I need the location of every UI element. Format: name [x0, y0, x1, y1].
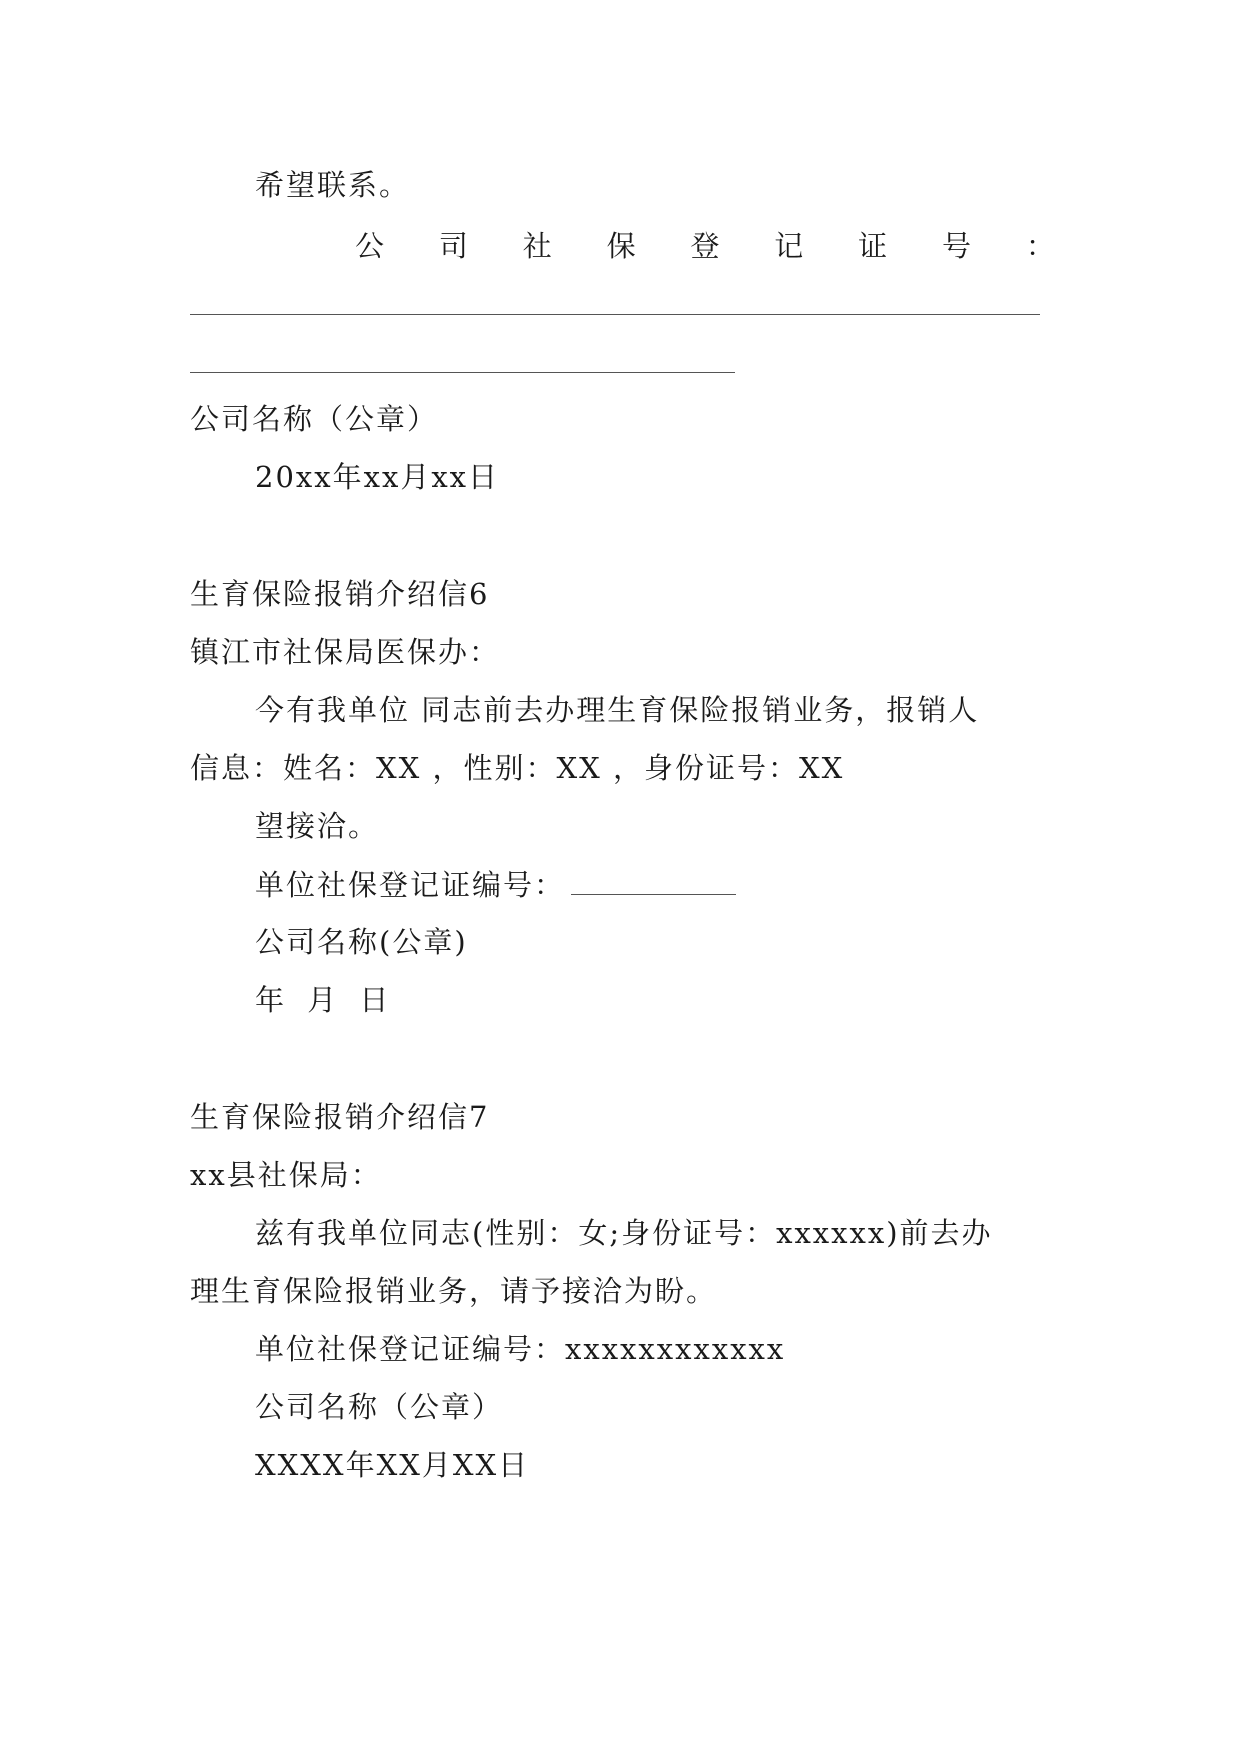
- reg-label-char: 社: [522, 229, 552, 263]
- reg-label-char: 登: [690, 229, 720, 263]
- letter-title: 生育保险报销介绍信6: [190, 577, 490, 611]
- reg-label-char: 公: [355, 229, 385, 263]
- reg-label-char: 证: [858, 229, 888, 263]
- letter-title: 生育保险报销介绍信7: [190, 1100, 490, 1134]
- recipient-line: 镇江市社保局医保办：: [190, 635, 501, 669]
- fill-in-blank-line: [190, 372, 735, 373]
- reg-label-char: ：: [1025, 229, 1055, 263]
- body-line: 理生育保险报销业务，请予接洽为盼。: [190, 1274, 718, 1308]
- company-seal-line: 公司名称(公章): [255, 925, 468, 959]
- company-seal-line: 公司名称（公章）: [190, 402, 439, 436]
- recipient-line: xx县社保局：: [190, 1158, 382, 1192]
- date-line: 年 月 日: [255, 983, 391, 1017]
- reg-label-char: 记: [774, 229, 804, 263]
- closing-line: 望接洽。: [255, 809, 380, 843]
- registration-blank: [571, 864, 736, 895]
- reg-label-char: 司: [438, 229, 468, 263]
- fill-in-blank-line: [190, 314, 1040, 315]
- body-line: 今有我单位 同志前去办理生育保险报销业务，报销人: [255, 693, 980, 727]
- body-line: 兹有我单位同志(性别：女;身份证号：xxxxxx)前去办: [255, 1216, 993, 1250]
- contact-line: 希望联系。: [255, 168, 411, 202]
- registration-line: [255, 864, 736, 905]
- body-line: 信息：姓名：XX ，性别：XX ，身份证号：XX: [190, 751, 845, 785]
- date-line: 20xx年xx月xx日: [255, 460, 500, 494]
- company-seal-line: 公司名称（公章）: [255, 1390, 504, 1424]
- registration-label: 单位社保登记证编号：: [255, 868, 566, 902]
- registration-number-label: [355, 226, 1055, 266]
- reg-label-char: 号: [942, 229, 972, 263]
- date-line: XXXX年XX月XX日: [255, 1448, 530, 1482]
- reg-label-char: 保: [606, 229, 636, 263]
- registration-line: 单位社保登记证编号：xxxxxxxxxxxx: [255, 1332, 786, 1366]
